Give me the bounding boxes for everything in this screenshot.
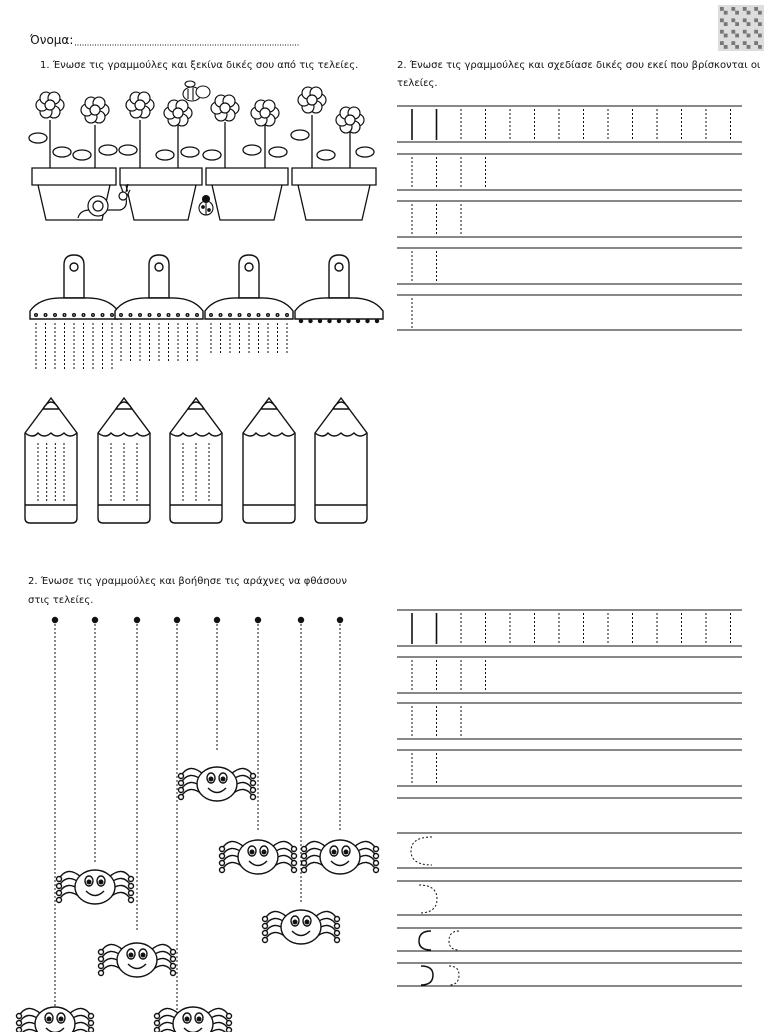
pencils-illustration	[20, 393, 380, 528]
spider-icon	[99, 943, 176, 977]
pencil-icon	[315, 398, 367, 523]
spiders-instruction-line2: στις τελείες.	[28, 593, 93, 609]
name-line[interactable]	[75, 40, 315, 50]
spider-icon	[263, 910, 340, 944]
flower-icon	[298, 87, 326, 113]
bee-icon	[183, 81, 210, 101]
qr-code-icon	[718, 5, 764, 51]
spiders-instruction-line1: 2. Ένωσε τις γραμμούλες και βοήθησε τις αράχνες να φθάσουν	[28, 574, 347, 590]
flower-pot-icon	[206, 168, 288, 220]
spider-icon	[17, 1007, 94, 1032]
rakes-illustration	[20, 253, 380, 368]
exercise2-instruction-line2: τελείες.	[397, 76, 438, 92]
flower-icon	[126, 92, 154, 118]
spider-icon	[220, 840, 297, 874]
flower-pots-illustration	[20, 80, 380, 230]
flower-icon	[81, 97, 109, 123]
exercise1-instruction: 1. Ένωσε τις γραμμούλες και ξεκίνα δικές σου από τις τελείες.	[40, 58, 358, 74]
pencil-icon	[170, 398, 222, 523]
flower-icon	[211, 95, 239, 121]
rake-icon	[30, 255, 118, 371]
spider-icon	[155, 1007, 232, 1032]
spiders-illustration	[15, 612, 385, 1032]
flower-icon	[251, 100, 279, 126]
flower-pot-icon	[120, 168, 202, 220]
pencil-icon	[98, 398, 150, 523]
writing-lines-bottom[interactable]	[397, 605, 742, 1005]
name-label: Όνομα:	[30, 32, 73, 48]
spider-icon	[302, 840, 379, 874]
rake-icon	[295, 255, 383, 323]
writing-lines-top[interactable]	[397, 100, 742, 340]
ladybug-icon	[199, 196, 213, 216]
pencil-icon	[25, 398, 77, 523]
exercise2-instruction-line1: 2. Ένωσε τις γραμμούλες και σχεδίασε δικές σου εκεί που βρίσκονται οι	[397, 58, 760, 74]
flower-pot-icon	[292, 168, 376, 220]
flower-icon	[336, 107, 364, 133]
rake-icon	[205, 255, 293, 353]
spider-icon	[179, 767, 256, 801]
flower-icon	[36, 92, 64, 118]
pencil-icon	[243, 398, 295, 523]
spider-icon	[57, 870, 134, 904]
flower-icon	[164, 100, 192, 126]
rake-icon	[115, 255, 203, 363]
